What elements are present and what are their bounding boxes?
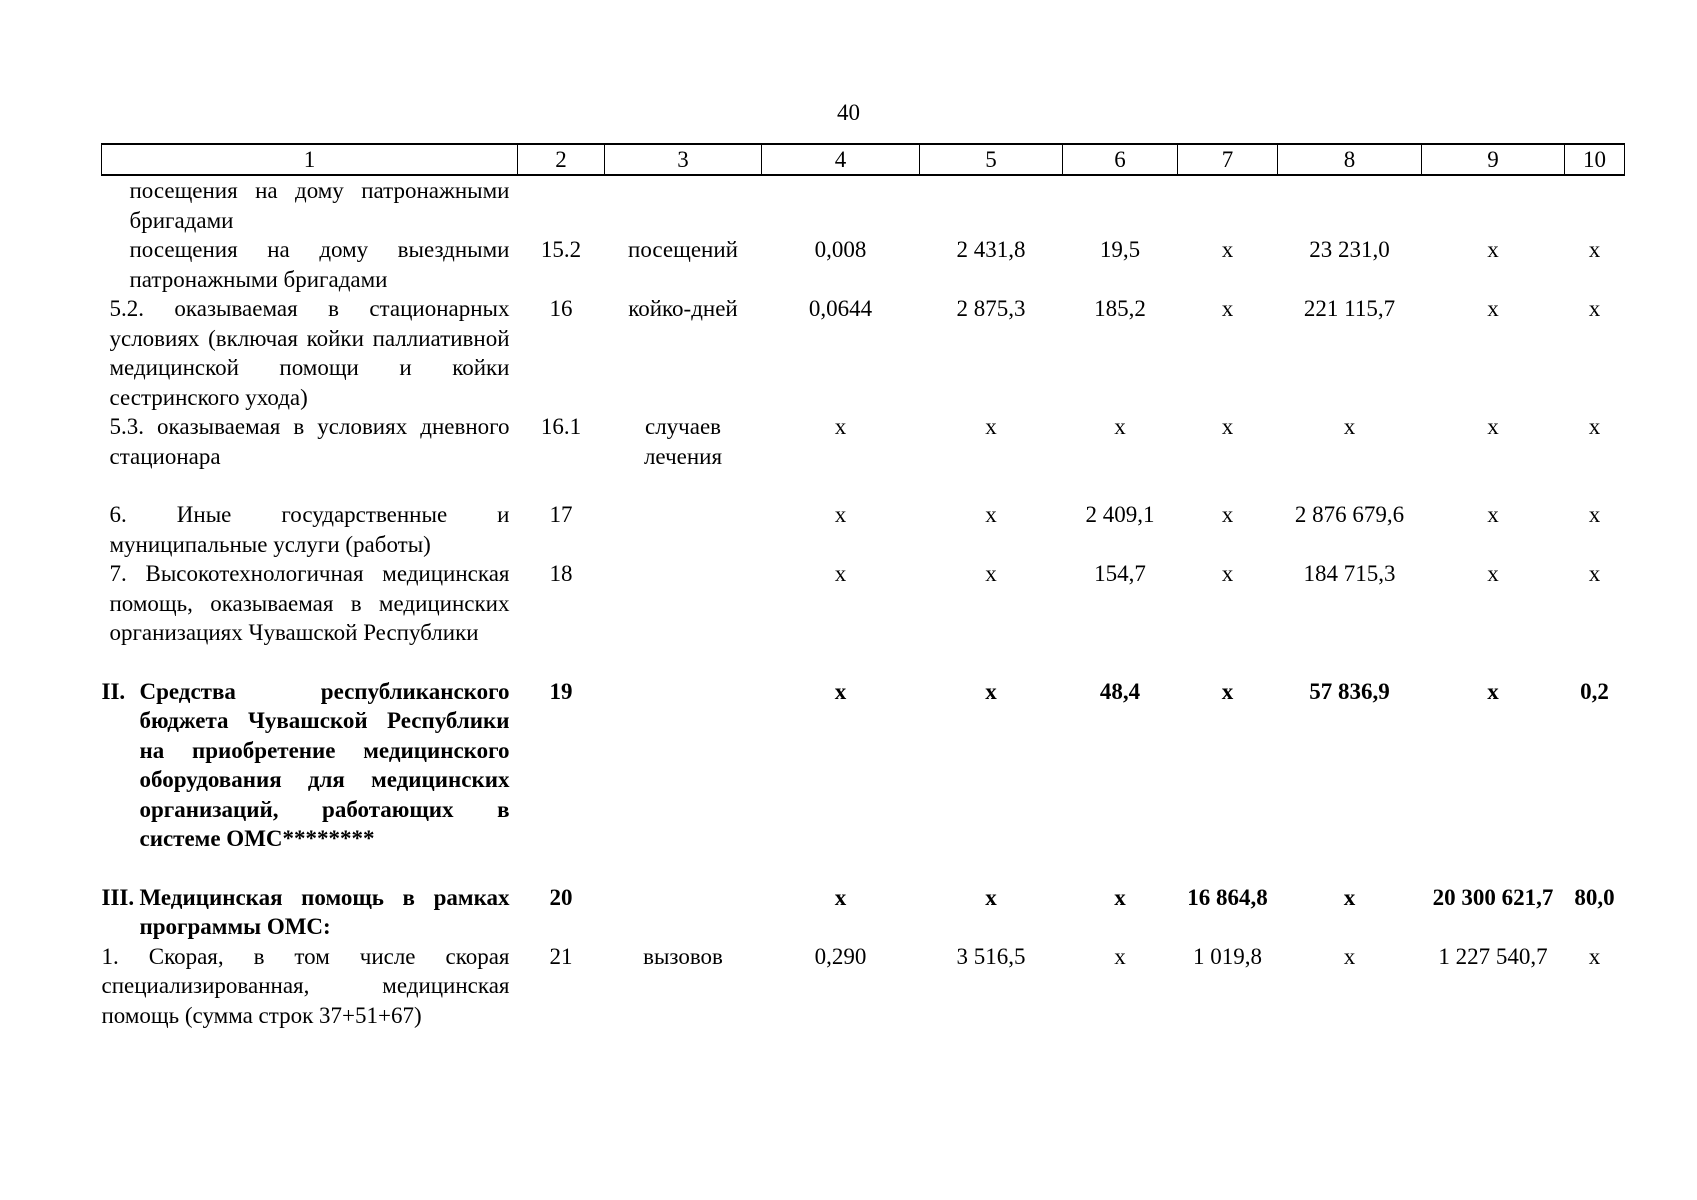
value-cell bbox=[1178, 175, 1278, 235]
value-cell bbox=[762, 175, 920, 235]
row-number: 19 bbox=[549, 678, 573, 704]
row-number: 16.1 bbox=[540, 414, 582, 439]
value-cell bbox=[1422, 175, 1565, 235]
table-row bbox=[102, 175, 1625, 235]
row-number: 15.2 bbox=[540, 237, 582, 262]
page-number: 40 bbox=[837, 100, 860, 125]
header-cell: 5 bbox=[920, 144, 1063, 175]
value-cell: х bbox=[1343, 414, 1356, 439]
value-cell: х bbox=[1588, 237, 1601, 262]
value-cell: 2 431,8 bbox=[956, 237, 1026, 262]
spacer-cell bbox=[102, 854, 1625, 883]
header-cell: 4 bbox=[762, 144, 920, 175]
unit-cell bbox=[605, 500, 762, 559]
row-number: 17 bbox=[549, 502, 573, 527]
unit-cell bbox=[605, 677, 762, 854]
row-label: посещения на дому выездными патронажными бригадами bbox=[129, 237, 510, 292]
section-numeral: II. bbox=[101, 678, 126, 704]
value-cell: 19,5 bbox=[1099, 237, 1141, 262]
table-row bbox=[102, 500, 1625, 559]
value-cell: х bbox=[1221, 414, 1234, 439]
value-cell: х bbox=[1114, 884, 1126, 910]
row-label: 6. Иные государственные и муниципальные услуги (работы) bbox=[109, 502, 510, 557]
row-label: 5.3. оказываемая в условиях дневного стационара bbox=[109, 414, 510, 469]
value-cell: 57 836,9 bbox=[1309, 678, 1390, 704]
value-cell: х bbox=[1487, 296, 1499, 321]
spacer-cell bbox=[102, 648, 1625, 677]
value-cell: 1 019,8 bbox=[1193, 943, 1262, 969]
value-cell: 0,0644 bbox=[808, 296, 873, 321]
value-cell: 0,2 bbox=[1580, 678, 1609, 704]
value-cell: х bbox=[1487, 237, 1499, 262]
spacer-row bbox=[102, 648, 1625, 677]
value-cell: х bbox=[1487, 561, 1499, 586]
table-row bbox=[102, 412, 1625, 471]
value-cell: 1 227 540,7 bbox=[1438, 943, 1548, 969]
header-cell: 9 bbox=[1422, 144, 1565, 175]
value-cell: х bbox=[1343, 884, 1356, 910]
row-label: Медицинская помощь в рамках программы ОМС: bbox=[139, 884, 510, 939]
unit-cell bbox=[605, 883, 762, 942]
header-cell: 8 bbox=[1278, 144, 1422, 175]
table-row bbox=[102, 235, 1625, 294]
header-row bbox=[102, 144, 1625, 175]
value-cell: 2 875,3 bbox=[956, 296, 1026, 321]
value-cell: х bbox=[1487, 414, 1499, 439]
row-number: 21 bbox=[549, 943, 573, 969]
section-numeral: III. bbox=[101, 884, 135, 910]
value-cell: х bbox=[1343, 943, 1356, 969]
unit-cell: посещений bbox=[628, 237, 738, 262]
value-cell: 221 115,7 bbox=[1303, 296, 1396, 321]
value-cell: х bbox=[834, 414, 847, 439]
value-cell: х bbox=[834, 502, 847, 527]
spacer-row bbox=[102, 854, 1625, 883]
spacer-cell bbox=[102, 471, 1625, 500]
value-cell: 2 409,1 bbox=[1085, 502, 1155, 527]
value-cell: х bbox=[1221, 296, 1234, 321]
header-cell: 1 bbox=[102, 144, 518, 175]
value-cell: х bbox=[834, 884, 847, 910]
value-cell: х bbox=[985, 561, 997, 586]
value-cell bbox=[1278, 175, 1422, 235]
row-label-section bbox=[102, 677, 518, 854]
value-cell: х bbox=[1588, 414, 1601, 439]
value-cell: 80,0 bbox=[1574, 884, 1615, 910]
value-cell: 23 231,0 bbox=[1309, 237, 1390, 262]
row-number: 20 bbox=[549, 884, 573, 910]
value-cell: 0,008 bbox=[814, 237, 867, 262]
value-cell: 154,7 bbox=[1094, 561, 1146, 586]
table-row bbox=[102, 294, 1625, 412]
header-cell: 6 bbox=[1063, 144, 1178, 175]
value-cell: х bbox=[985, 678, 997, 704]
row-number bbox=[518, 175, 605, 235]
value-cell: х bbox=[1588, 296, 1601, 321]
value-cell: х bbox=[985, 502, 997, 527]
table-row bbox=[102, 559, 1625, 648]
unit-cell: случаев лечения bbox=[643, 414, 723, 469]
value-cell: х bbox=[1221, 237, 1234, 262]
value-cell: 48,4 bbox=[1099, 678, 1141, 704]
value-cell: х bbox=[1588, 943, 1601, 969]
value-cell: 20 300 621,7 bbox=[1432, 884, 1554, 910]
header-cell: 10 bbox=[1565, 144, 1625, 175]
value-cell: х bbox=[1487, 502, 1499, 527]
header-cell: 7 bbox=[1178, 144, 1278, 175]
value-cell: 0,290 bbox=[814, 943, 867, 969]
row-label: посещения на дому патронажными бригадами bbox=[129, 178, 510, 233]
row-label-section bbox=[102, 883, 518, 942]
row-number: 16 bbox=[549, 296, 573, 321]
unit-cell: вызовов bbox=[643, 943, 723, 969]
value-cell: х bbox=[834, 678, 847, 704]
value-cell: 16 864,8 bbox=[1187, 884, 1268, 910]
row-label: Средства республиканского бюджета Чувашской Республики на приобретение медицинского оборудования для медицинских организаций, работающих в системе ОМС******** bbox=[139, 678, 510, 851]
table-row bbox=[102, 883, 1625, 942]
header-cell: 3 bbox=[605, 144, 762, 175]
value-cell: х bbox=[1114, 414, 1126, 439]
value-cell: х bbox=[1221, 561, 1234, 586]
value-cell bbox=[1063, 175, 1178, 235]
value-cell: х bbox=[1114, 943, 1126, 969]
row-number: 18 bbox=[549, 561, 573, 586]
value-cell: х bbox=[834, 561, 847, 586]
unit-cell bbox=[605, 175, 762, 235]
row-label: 1. Скорая, в том числе скорая специализированная, медицинская помощь (сумма строк 37+51+67) bbox=[101, 943, 510, 1028]
data-table bbox=[101, 143, 1625, 1030]
value-cell: 185,2 bbox=[1094, 296, 1146, 321]
value-cell: х bbox=[985, 884, 997, 910]
unit-cell bbox=[605, 559, 762, 648]
unit-cell: койко-дней bbox=[628, 296, 738, 321]
value-cell: 3 516,5 bbox=[956, 943, 1026, 969]
row-label: 5.2. оказываемая в стационарных условиях (включая койки паллиативной медицинской помощи и койки сестринского ухода) bbox=[109, 296, 510, 410]
value-cell: х bbox=[1221, 502, 1234, 527]
value-cell: х bbox=[1221, 678, 1234, 704]
table-row bbox=[102, 677, 1625, 854]
spacer-row bbox=[102, 471, 1625, 500]
value-cell bbox=[1565, 175, 1625, 235]
value-cell: 2 876 679,6 bbox=[1294, 502, 1405, 527]
value-cell: х bbox=[1487, 678, 1499, 704]
value-cell: х bbox=[985, 414, 997, 439]
value-cell: 184 715,3 bbox=[1303, 561, 1396, 586]
value-cell: х bbox=[1588, 502, 1601, 527]
value-cell: х bbox=[1588, 561, 1601, 586]
header-cell: 2 bbox=[518, 144, 605, 175]
value-cell bbox=[920, 175, 1063, 235]
table-row bbox=[102, 942, 1625, 1031]
row-label: 7. Высокотехнологичная медицинская помощь, оказываемая в медицинских организациях Чувашской Республики bbox=[109, 561, 510, 645]
